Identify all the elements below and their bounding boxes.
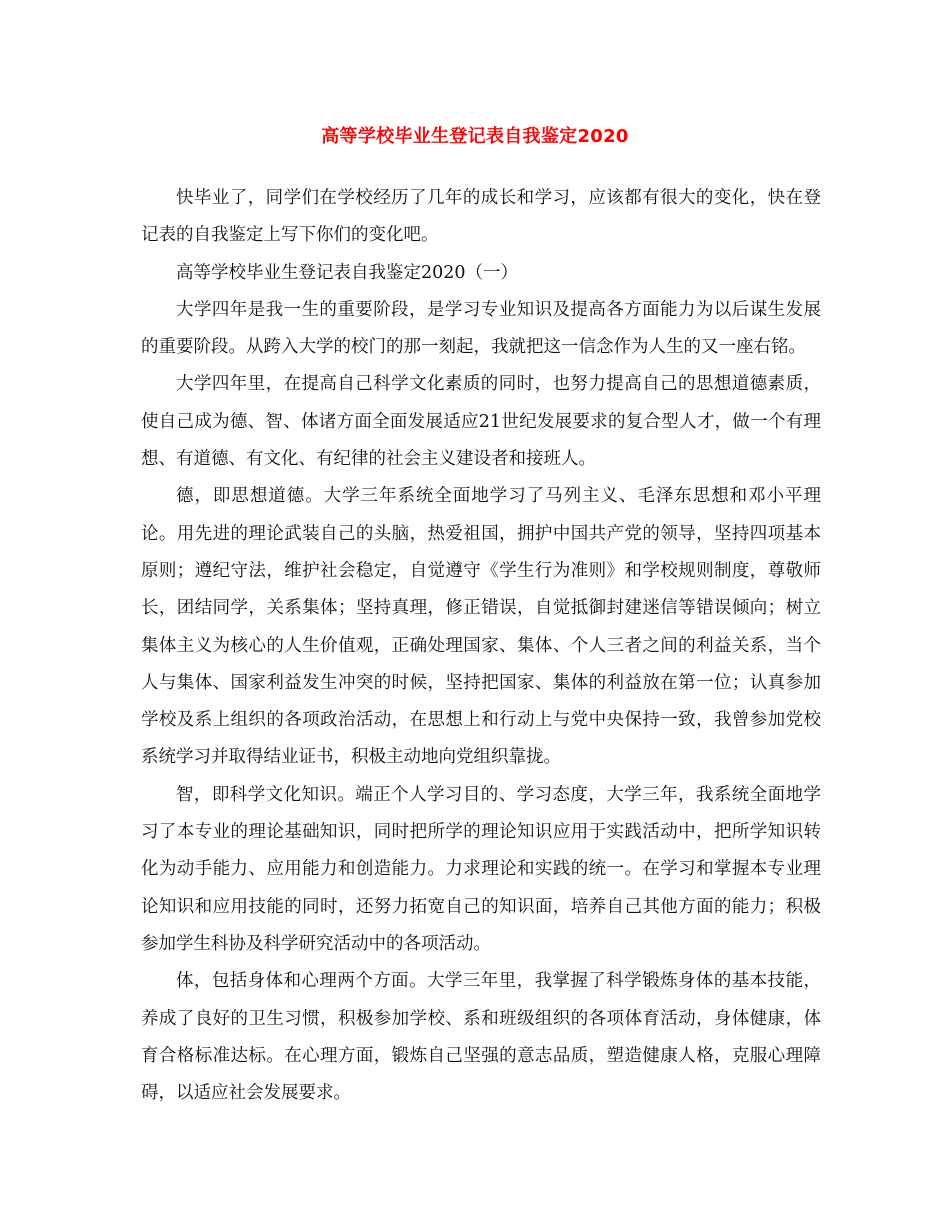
paragraph-subtitle: 高等学校毕业生登记表自我鉴定2020（一） (176, 262, 519, 283)
paragraph-physical: 体，包括身体和心理两个方面。大学三年里，我掌握了科学锻炼身体的基本技能，养成了良好的卫生习惯，积极参加学校、系和班级组织的各项体育活动，身体健康，体育合格标准达标。在心理方面，锻炼自己坚强的意志品质，塑造健康人格，克服心理障碍，以适应社会发展要求。 (141, 971, 821, 1104)
document-body (141, 180, 821, 1112)
document-title: 高等学校毕业生登记表自我鉴定2020 (321, 126, 629, 147)
paragraph-knowledge: 智，即科学文化知识。端正个人学习目的、学习态度，大学三年，我系统全面地学习了本专业的理论基础知识，同时把所学的理论知识应用于实践活动中，把所学知识转化为动手能力、应用能力和创造能力。力求理论和实践的统一。在学习和掌握本专业理论知识和应用技能的同时，还努力拓宽自己的知识面，培养自己其他方面的能力；积极参加学生科协及科学研究活动中的各项活动。 (141, 784, 821, 954)
paragraph-goals: 大学四年里，在提高自己科学文化素质的同时，也努力提高自己的思想道德素质，使自己成为德、智、体诸方面全面发展适应21世纪发展要求的复合型人才，做一个有理想、有道德、有文化、有纪律的社会主义建设者和接班人。 (141, 374, 821, 470)
paragraph-intro: 快毕业了，同学们在学校经历了几年的成长和学习，应该都有很大的变化，快在登记表的自我鉴定上写下你们的变化吧。 (141, 188, 821, 246)
paragraph-morality: 德，即思想道德。大学三年系统全面地学习了马列主义、毛泽东思想和邓小平理论。用先进的理论武装自己的头脑，热爱祖国，拥护中国共产党的领导，坚持四项基本原则；遵纪守法，维护社会稳定，自觉遵守《学生行为准则》和学校规则制度，尊敬师长，团结同学，关系集体；坚持真理，修正错误，自觉抵御封建迷信等错误倾向；树立集体主义为核心的人生价值观，正确处理国家、集体、个人三者之间的利益关系，当个人与集体、国家利益发生冲突的时候，坚持把国家、集体的利益放在第一位；认真参加学校及系上组织的各项政治活动，在思想上和行动上与党中央保持一致，我曾参加党校系统学习并取得结业证书，积极主动地向党组织靠拢。 (141, 486, 821, 768)
paragraph-overview: 大学四年是我一生的重要阶段，是学习专业知识及提高各方面能力为以后谋生发展的重要阶段。从跨入大学的校门的那一刻起，我就把这一信念作为人生的又一座右铭。 (141, 299, 821, 358)
